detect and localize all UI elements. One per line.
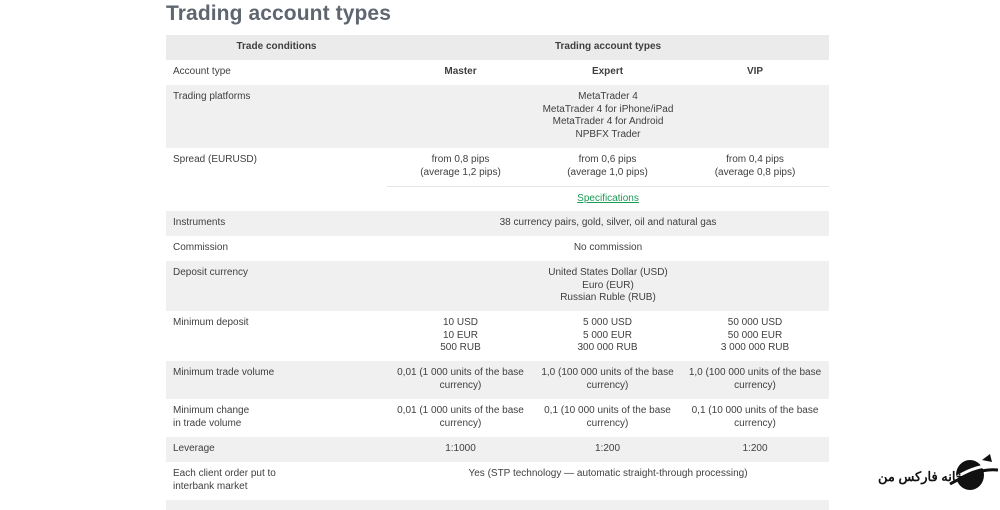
row-specifications [166, 186, 829, 211]
row-minimum-deposit [166, 311, 829, 361]
account-type-vip: VIP [746, 66, 764, 77]
row-trading-platforms [166, 85, 829, 148]
spread-line: from 0,6 pips [578, 154, 637, 165]
row-spread [166, 148, 829, 186]
watermark-text: خانه فارکس من [878, 469, 964, 484]
page-title: Trading account types [166, 2, 391, 25]
spread-vip [681, 148, 829, 186]
volume-line: 0,01 (1 000 units of the base [397, 367, 524, 378]
spread-line: (average 1,2 pips) [420, 166, 501, 178]
deposit-line: 300 000 RUB [577, 342, 638, 353]
header-trading-account-types: Trading account types [554, 41, 662, 53]
account-type-expert: Expert [591, 66, 624, 77]
row-deposit-currency [166, 261, 829, 311]
spread-line: from 0,4 pips [726, 154, 784, 165]
label-line: Minimum change [173, 405, 250, 416]
platform-item: MetaTrader 4 for Android [552, 116, 664, 127]
label-line: interbank market [173, 480, 248, 492]
change-line: 0,1 (10 000 units of the base [691, 405, 819, 416]
row-label-spread: Spread (EURUSD) [173, 154, 257, 165]
table-header-row [166, 35, 829, 60]
platform-item: NPBFX Trader [575, 128, 641, 140]
row-minimum-trade-volume [166, 361, 829, 399]
change-line: currency) [439, 417, 482, 429]
deposit-line: 500 RUB [440, 342, 481, 353]
row-minimum-change [166, 399, 829, 437]
change-line: currency) [586, 417, 629, 429]
spread-line: (average 1,0 pips) [567, 166, 648, 178]
volume-line: 1,0 (100 000 units of the base [688, 367, 822, 378]
volume-line: currency) [586, 379, 629, 391]
min-deposit-master [387, 311, 534, 361]
row-commission [166, 236, 829, 261]
row-label-trading-platforms: Trading platforms [173, 91, 251, 102]
change-line: 0,01 (1 000 units of the base [397, 405, 524, 416]
row-label-minimum-trade-volume: Minimum trade volume [173, 367, 275, 378]
min-deposit-vip [681, 311, 829, 361]
min-volume-vip [681, 361, 829, 399]
volume-line: currency) [439, 379, 482, 391]
row-label-deposit-currency: Deposit currency [173, 267, 249, 278]
interbank-value: Yes (STP technology — automatic straight-through processing) [468, 468, 748, 479]
deposit-currency-value [387, 261, 829, 311]
row-label-commission: Commission [173, 242, 229, 253]
row-label-minimum-deposit: Minimum deposit [173, 317, 249, 328]
row-leverage [166, 437, 829, 462]
commission-value: No commission [573, 242, 643, 253]
row-label-interbank [166, 462, 387, 500]
min-change-vip [681, 399, 829, 437]
deposit-line: 5 000 USD [583, 317, 632, 328]
deposit-line: 3 000 000 RUB [720, 342, 790, 353]
specifications-link[interactable]: Specifications [577, 192, 639, 204]
leverage-vip: 1:200 [742, 443, 768, 454]
change-line: currency) [734, 417, 776, 429]
leverage-expert: 1:200 [594, 443, 621, 454]
min-change-expert [534, 399, 681, 437]
spread-line: from 0,8 pips [431, 154, 490, 165]
row-label-instruments: Instruments [173, 217, 226, 228]
min-deposit-expert [534, 311, 681, 361]
currency-item: Russian Ruble (RUB) [560, 292, 656, 303]
row-label-leverage: Leverage [173, 443, 215, 454]
deposit-line: 10 EUR [442, 329, 478, 341]
leverage-master: 1:1000 [445, 443, 476, 454]
row-instruments [166, 211, 829, 236]
platform-item: MetaTrader 4 for iPhone/iPad [542, 103, 674, 115]
deposit-line: 5 000 EUR [583, 329, 632, 341]
account-type-master: Master [444, 66, 477, 77]
row-label-account-type: Account type [173, 66, 231, 77]
row-label-minimum-change [166, 399, 387, 437]
volume-line: currency) [734, 379, 776, 391]
account-types-table [166, 35, 829, 510]
deposit-line: 10 USD [442, 317, 478, 328]
spread-line: (average 0,8 pips) [714, 166, 796, 178]
currency-item: United States Dollar (USD) [548, 267, 668, 278]
row-account-type [166, 60, 829, 85]
spread-master [387, 148, 534, 186]
volume-line: 1,0 (100 000 units of the base [541, 367, 674, 378]
spread-expert [534, 148, 681, 186]
row-partial [166, 500, 829, 510]
trading-platforms-value [387, 85, 829, 148]
label-line: in trade volume [173, 417, 242, 429]
instruments-value: 38 currency pairs, gold, silver, oil and natural gas [499, 217, 717, 228]
currency-item: Euro (EUR) [582, 279, 634, 291]
min-change-master [387, 399, 534, 437]
deposit-line: 50 000 EUR [727, 329, 783, 341]
row-interbank [166, 462, 829, 500]
min-volume-master [387, 361, 534, 399]
change-line: 0,1 (10 000 units of the base [544, 405, 671, 416]
platform-item: MetaTrader 4 [578, 91, 638, 102]
deposit-line: 50 000 USD [727, 317, 783, 328]
min-volume-expert [534, 361, 681, 399]
header-trade-conditions: Trade conditions [236, 41, 317, 53]
label-line: Each client order put to [173, 468, 276, 479]
